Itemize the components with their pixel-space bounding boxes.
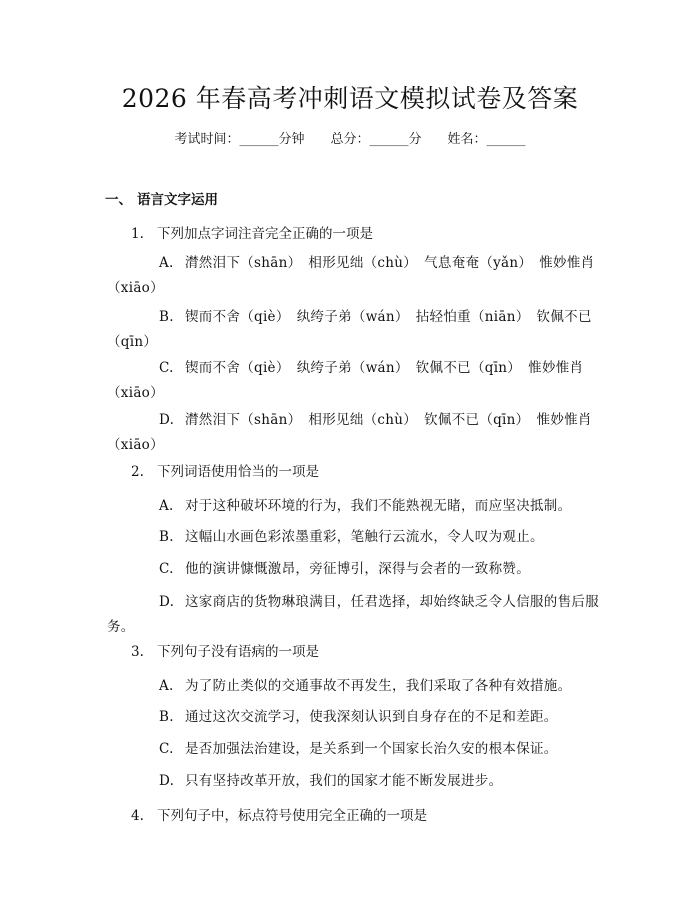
question-number: 4. <box>131 808 144 824</box>
question-number: 3. <box>131 644 144 660</box>
option-label: A. <box>159 255 174 271</box>
answer-option <box>107 251 604 301</box>
answer-option <box>107 674 604 699</box>
question-text: 下列句子没有语病的一项是 <box>157 644 319 660</box>
option-text: 潸然泪下（shān） 相形见绌（chù） 气息奄奄（yǎn） 惟妙惟肖（xiāo） <box>107 255 595 296</box>
answer-option <box>107 557 604 582</box>
student-name-field: 姓名：______ <box>447 132 526 147</box>
option-text: 通过这次交流学习，使我深刻认识到自身存在的不足和差距。 <box>185 709 558 725</box>
question-number: 2. <box>131 464 144 480</box>
question-stem <box>131 806 427 826</box>
question-text: 下列词语使用恰当的一项是 <box>157 464 319 480</box>
option-label: C. <box>159 360 174 376</box>
answer-option <box>107 769 604 794</box>
question-stem <box>131 642 319 662</box>
option-label: A. <box>159 498 174 514</box>
option-text: 为了防止类似的交通事故不再发生，我们采取了各种有效措施。 <box>185 678 572 694</box>
option-label: B. <box>159 709 174 725</box>
answer-option <box>107 525 604 550</box>
question-number: 1. <box>131 226 144 242</box>
answer-option <box>107 408 604 458</box>
option-label: B. <box>159 529 174 545</box>
option-label: D. <box>159 773 175 789</box>
question-stem <box>131 462 319 482</box>
option-label: D. <box>159 412 175 428</box>
option-text: 潸然泪下（shān） 相形见绌（chù） 钦佩不已（qīn） 惟妙惟肖（xiāo） <box>107 412 592 453</box>
page-title: 2026 年春高考冲刺语文模拟试卷及答案 <box>121 84 579 113</box>
option-text: 对于这种破坏环境的行为，我们不能熟视无睹，而应坚决抵制。 <box>185 498 572 514</box>
option-text: 这幅山水画色彩浓墨重彩，笔触行云流水，令人叹为观止。 <box>185 529 544 545</box>
question-text: 下列句子中，标点符号使用完全正确的一项是 <box>157 808 427 824</box>
section-title: 语言文字运用 <box>137 192 218 208</box>
option-text: 锲而不舍（qiè） 纨绔子弟（wán） 拈轻怕重（niān） 钦佩不已（qīn） <box>107 309 592 350</box>
section-number: 一、 <box>105 192 132 208</box>
option-label: B. <box>159 309 174 325</box>
option-text: 锲而不舍（qiè） 纨绔子弟（wán） 钦佩不已（qīn） 惟妙惟肖（xiāo） <box>107 360 584 401</box>
option-label: D. <box>159 594 175 610</box>
option-text: 这家商店的货物琳琅满目，任君选择，却始终缺乏令人信服的售后服务。 <box>107 594 599 635</box>
question-stem <box>131 224 373 244</box>
total-score-field: 总分：______分 <box>330 132 422 147</box>
option-label: C. <box>159 741 174 757</box>
question-text: 下列加点字词注音完全正确的一项是 <box>157 226 373 242</box>
option-text: 他的演讲慷慨激昂，旁征博引，深得与会者的一致称赞。 <box>185 561 530 577</box>
exam-time-field: 考试时间：______分钟 <box>174 132 305 147</box>
answer-option <box>107 494 604 519</box>
answer-option <box>107 737 604 762</box>
exam-info-line <box>0 130 700 150</box>
option-text: 只有坚持改革开放，我们的国家才能不断发展进步。 <box>185 773 503 789</box>
answer-option <box>107 356 604 406</box>
option-text: 是否加强法治建设，是关系到一个国家长治久安的根本保证。 <box>185 741 558 757</box>
option-label: C. <box>159 561 174 577</box>
section-heading <box>105 190 218 210</box>
answer-option <box>107 705 604 730</box>
option-label: A. <box>159 678 174 694</box>
answer-option <box>107 590 604 640</box>
answer-option <box>107 305 604 355</box>
